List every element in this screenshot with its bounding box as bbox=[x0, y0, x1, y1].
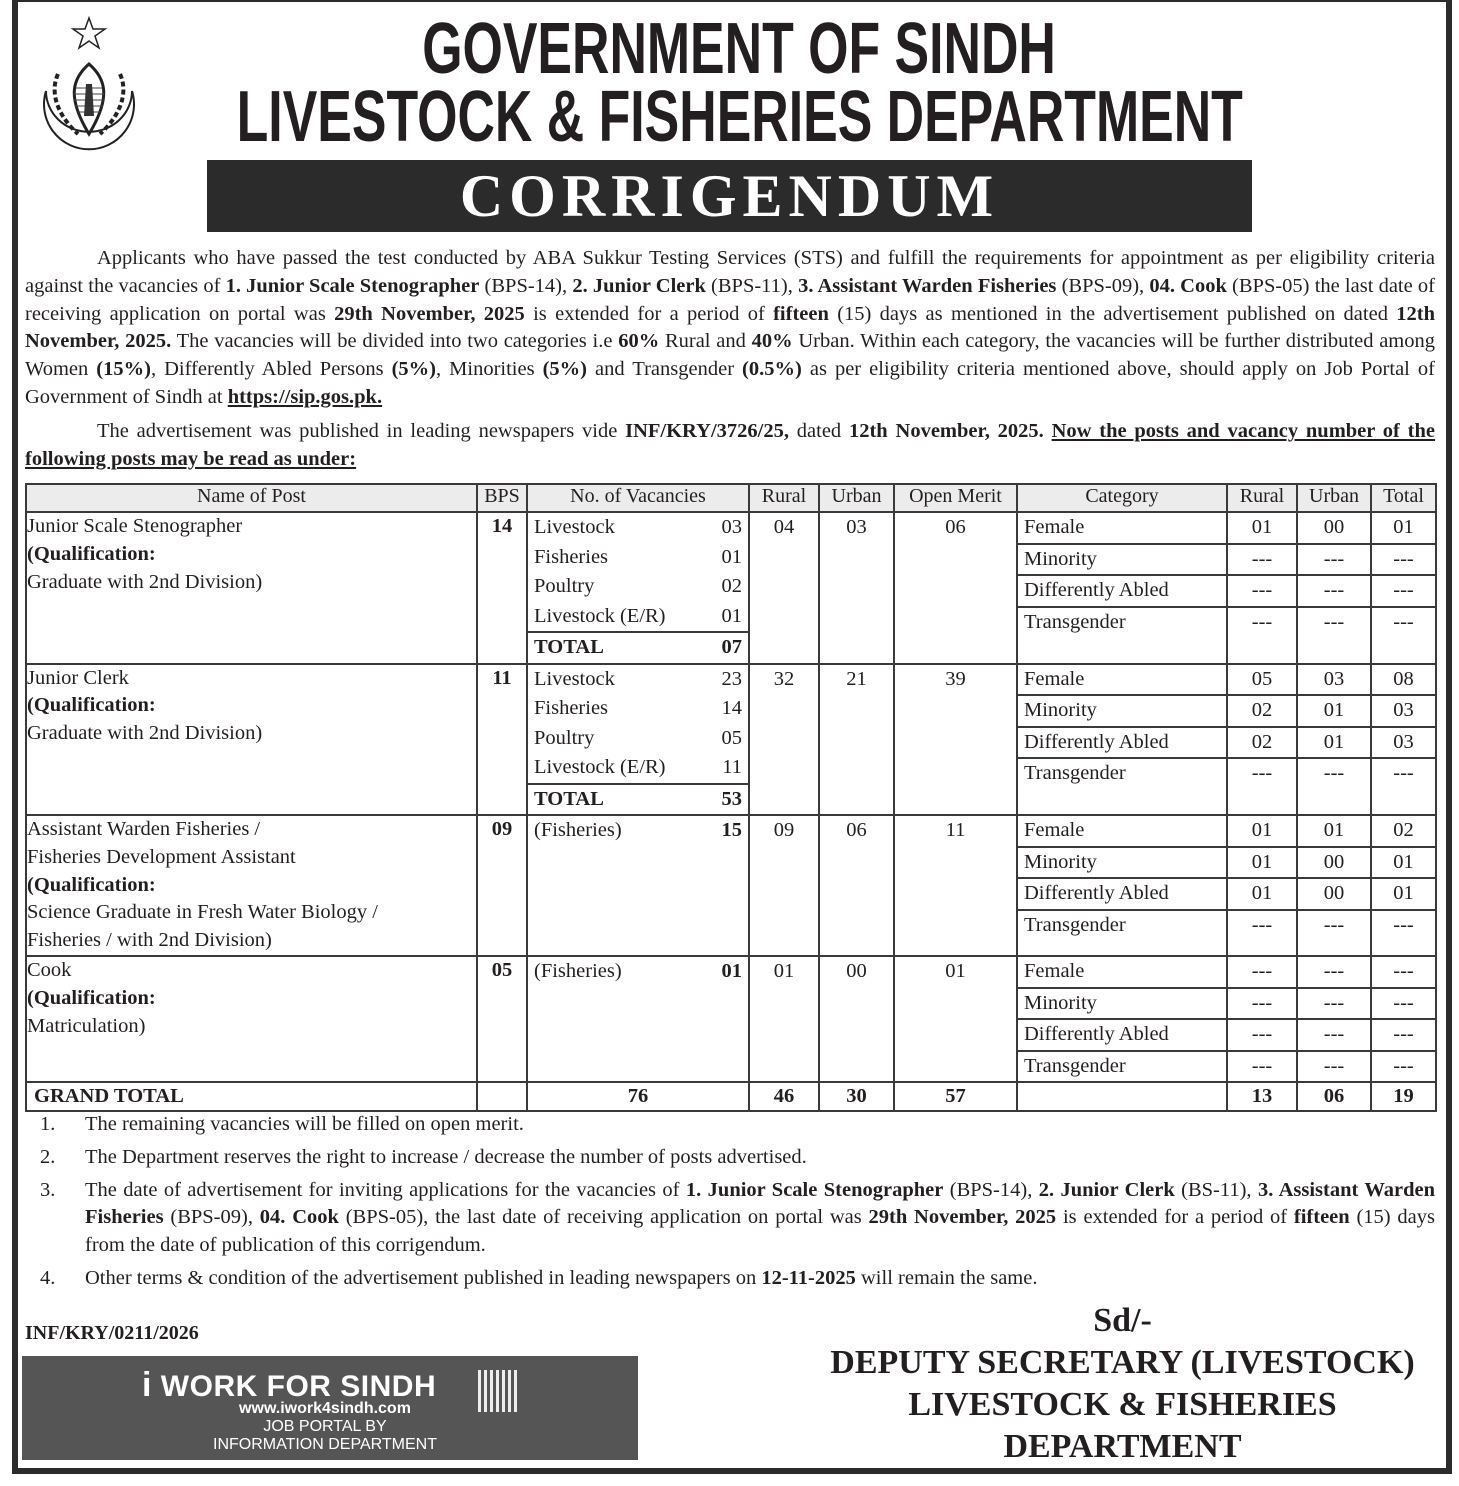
category-value: --- bbox=[1298, 989, 1370, 1021]
open-merit-value: 11 bbox=[945, 819, 966, 841]
category-value: --- bbox=[1251, 762, 1273, 784]
vacancy-unit: Livestock bbox=[534, 516, 615, 538]
total-label: TOTAL bbox=[534, 787, 604, 810]
note-text bbox=[85, 1265, 1435, 1293]
category-value: 03 bbox=[1372, 696, 1435, 728]
text-run: as per eligibility criteria mentioned above, should apply on Job Portal of Government of Sindh at bbox=[25, 358, 1435, 408]
category-rural-cell bbox=[1227, 815, 1297, 956]
text-run: is extended for a period of bbox=[524, 302, 774, 325]
category-value: 01 bbox=[1228, 513, 1296, 545]
vacancy-count: 01 bbox=[721, 545, 742, 568]
column-header: Open Merit bbox=[894, 484, 1017, 512]
vacancy-count: 14 bbox=[721, 697, 742, 719]
table-row bbox=[26, 664, 1436, 816]
category-urban-cell bbox=[1297, 815, 1371, 956]
grand-total-cell: 46 bbox=[749, 1082, 819, 1111]
category-value: --- bbox=[1323, 1054, 1345, 1077]
vacancy-count: 01 bbox=[721, 604, 742, 627]
open-merit-cell bbox=[894, 664, 1017, 816]
text-run: 3. Assistant Warden Fisheries bbox=[798, 274, 1057, 297]
vacancy-row bbox=[528, 957, 748, 987]
category-value: Transgender bbox=[1024, 762, 1126, 784]
category-value: Transgender bbox=[1024, 1054, 1126, 1077]
vacancy-count: 01 bbox=[721, 960, 742, 982]
text-run: The remaining vacancies will be filled on open merit. bbox=[85, 1113, 524, 1135]
grand-total-cell: 13 bbox=[1227, 1082, 1297, 1111]
category-value: --- bbox=[1372, 576, 1435, 608]
category-value: Differently Abled bbox=[1018, 1020, 1226, 1052]
text-run: The Department reserves the right to increase / decrease the number of posts advertised. bbox=[85, 1145, 807, 1168]
category-value: 01 bbox=[1298, 816, 1370, 848]
text-run: 04. Cook bbox=[1149, 274, 1227, 297]
corrigendum-banner: CORRIGENDUM bbox=[207, 160, 1252, 232]
urban-value: 06 bbox=[846, 819, 867, 841]
category-total-cell bbox=[1371, 815, 1436, 956]
category-value: Transgender bbox=[1024, 913, 1126, 936]
vacancy-unit: Livestock bbox=[534, 667, 615, 690]
table-row bbox=[26, 512, 1436, 664]
vacancy-row bbox=[528, 602, 748, 632]
iwork-for-sindh-banner bbox=[22, 1356, 638, 1460]
text-run: (BPS-14), bbox=[943, 1178, 1039, 1201]
grand-total-cell: 57 bbox=[894, 1082, 1017, 1111]
vacancies-cell bbox=[527, 664, 749, 816]
i-logo-icon: i bbox=[142, 1366, 152, 1404]
text-run: (BPS-05) the last date of receiving application on portal was bbox=[25, 274, 1435, 325]
note-number: 1. bbox=[40, 1113, 56, 1135]
text-run: Rural and bbox=[659, 330, 752, 353]
category-value: Minority bbox=[1018, 545, 1226, 577]
note-item bbox=[40, 1177, 1435, 1260]
text-run: 3. Assistant Warden Fisheries bbox=[85, 1178, 1435, 1229]
urban-value: 03 bbox=[846, 516, 867, 538]
post-name-cell bbox=[26, 956, 477, 1082]
open-merit-cell bbox=[894, 512, 1017, 664]
post-name-line: Assistant Warden Fisheries / bbox=[27, 818, 261, 840]
text-run: 1. Junior Scale Stenographer bbox=[685, 1178, 944, 1201]
note-number: 4. bbox=[40, 1266, 56, 1289]
text-run: (5%) bbox=[391, 358, 437, 381]
category-value: Female bbox=[1018, 513, 1226, 545]
urban-cell bbox=[819, 512, 894, 664]
text-run: (BPS-14), bbox=[479, 274, 573, 297]
category-value: 05 bbox=[1228, 665, 1296, 697]
note-item bbox=[40, 1265, 1435, 1293]
vacancy-count: 23 bbox=[721, 667, 742, 690]
column-header: No. of Vacancies bbox=[527, 484, 749, 512]
text-run: 2. Junior Clerk bbox=[572, 274, 706, 297]
note-text bbox=[85, 1111, 1435, 1139]
heading-department: LIVESTOCK & FISHERIES DEPARTMENT bbox=[236, 77, 1243, 157]
vacancies-cell bbox=[527, 512, 749, 664]
text-run: 12-11-2025 bbox=[761, 1266, 856, 1289]
category-total-cell bbox=[1371, 512, 1436, 664]
category-value: --- bbox=[1228, 576, 1296, 608]
category-value: Female bbox=[1018, 816, 1226, 848]
note-text bbox=[85, 1177, 1435, 1260]
category-rural-cell bbox=[1227, 664, 1297, 816]
vacancy-unit: Livestock (E/R) bbox=[534, 604, 666, 627]
urban-cell bbox=[819, 815, 894, 956]
open-merit-value: 06 bbox=[945, 516, 966, 538]
category-value: --- bbox=[1393, 913, 1414, 936]
column-header: Rural bbox=[749, 484, 819, 512]
text-run: INF/KRY/3726/25, bbox=[625, 420, 789, 442]
vacancy-count: 05 bbox=[721, 726, 742, 749]
post-name-line: Junior Scale Stenographer bbox=[27, 515, 243, 537]
category-value: 02 bbox=[1228, 696, 1296, 728]
category-value: 01 bbox=[1228, 879, 1296, 911]
post-name-line: Graduate with 2nd Division) bbox=[27, 570, 263, 593]
text-run: (BPS-05), the last date of receiving application on portal was bbox=[338, 1206, 869, 1229]
text-run bbox=[1044, 420, 1052, 442]
iwork-url[interactable]: www.iwork4sindh.com bbox=[239, 1400, 411, 1417]
urban-cell bbox=[819, 956, 894, 1082]
category-value: --- bbox=[1323, 762, 1345, 784]
vacancy-count: 03 bbox=[721, 516, 742, 538]
category-value: Transgender bbox=[1024, 610, 1126, 633]
vacancy-count: 02 bbox=[721, 575, 742, 597]
note-text bbox=[85, 1144, 1435, 1172]
vacancy-unit: Poultry bbox=[534, 575, 595, 597]
text-run: Now the posts and vacancy number of the following posts may be read as under: bbox=[25, 420, 1436, 470]
text-run: , Minorities bbox=[436, 358, 543, 381]
post-name-line: Junior Clerk bbox=[27, 666, 129, 689]
category-value: 01 bbox=[1298, 728, 1370, 760]
category-value: Female bbox=[1018, 665, 1226, 697]
rural-value: 01 bbox=[773, 960, 795, 982]
category-cell bbox=[1017, 815, 1227, 956]
heading-government: GOVERNMENT OF SINDH bbox=[422, 9, 1057, 89]
category-value: --- bbox=[1228, 957, 1296, 989]
vacancy-unit: Livestock (E/R) bbox=[534, 756, 666, 778]
post-name-line: (Qualification: bbox=[27, 694, 156, 717]
text-run: (BPS-09), bbox=[1056, 274, 1150, 297]
vacancy-row bbox=[528, 543, 748, 573]
text-run: fifteen bbox=[773, 302, 829, 325]
vacancy-row bbox=[528, 572, 748, 602]
open-merit-value: 39 bbox=[945, 667, 966, 690]
total-label: TOTAL bbox=[534, 636, 604, 658]
category-cell bbox=[1017, 512, 1227, 664]
grand-total-cell: 06 bbox=[1297, 1082, 1371, 1111]
vacancy-count: 11 bbox=[722, 756, 742, 778]
vacancy-unit: Fisheries bbox=[534, 697, 609, 719]
advertisement-paragraph bbox=[25, 418, 1435, 474]
department-subheading bbox=[10, 76, 1459, 158]
text-run: 2. Junior Clerk bbox=[1038, 1178, 1175, 1201]
category-cell bbox=[1017, 956, 1227, 1082]
bps-cell: 05 bbox=[477, 956, 527, 1082]
post-name-line: (Qualification: bbox=[27, 986, 156, 1009]
category-value: 01 bbox=[1228, 848, 1296, 880]
category-value: --- bbox=[1298, 576, 1370, 608]
text-run: 29th November, 2025 bbox=[868, 1206, 1057, 1229]
text-run: will remain the same. bbox=[855, 1266, 1038, 1289]
vacancy-row bbox=[528, 665, 748, 695]
category-value: --- bbox=[1298, 545, 1370, 577]
category-value: --- bbox=[1298, 957, 1370, 989]
category-value: 00 bbox=[1298, 513, 1370, 545]
text-run: Applicants who have passed the test conducted by ABA Sukkur Testing Services (STS) and fulfill the requirements for appointment as per eligibility criteria against the vacancies of bbox=[25, 247, 1435, 297]
category-value: --- bbox=[1372, 1020, 1435, 1052]
category-value: --- bbox=[1228, 1020, 1296, 1052]
bps-cell: 09 bbox=[477, 815, 527, 956]
table-header-row bbox=[26, 484, 1436, 512]
category-value: --- bbox=[1372, 989, 1435, 1021]
iwork-title: WORK FOR SINDH bbox=[160, 1370, 437, 1403]
bps-cell: 14 bbox=[477, 512, 527, 664]
column-header: BPS bbox=[477, 484, 527, 512]
vacancy-row bbox=[528, 513, 748, 543]
post-name-line: (Qualification: bbox=[27, 873, 156, 896]
category-value: 01 bbox=[1298, 696, 1370, 728]
category-value: 02 bbox=[1372, 816, 1435, 848]
rural-cell bbox=[749, 956, 819, 1082]
table-row bbox=[26, 956, 1436, 1082]
category-urban-cell bbox=[1297, 956, 1371, 1082]
column-header: Urban bbox=[1297, 484, 1371, 512]
vacancy-unit: (Fisheries) bbox=[534, 819, 622, 841]
text-run: (15) days as mentioned in the advertisement published on dated bbox=[828, 302, 1397, 325]
category-value: --- bbox=[1372, 545, 1435, 577]
category-value: 00 bbox=[1298, 848, 1370, 880]
text-run: The date of advertisement for inviting applications for the vacancies of bbox=[85, 1178, 686, 1201]
category-value: --- bbox=[1323, 610, 1345, 633]
text-run: (BS-11), bbox=[1174, 1178, 1258, 1201]
post-name-cell bbox=[26, 815, 477, 956]
category-value: 00 bbox=[1298, 879, 1370, 911]
text-run: 04. Cook bbox=[259, 1206, 339, 1229]
text-run: (15%) bbox=[96, 358, 151, 381]
category-value: Minority bbox=[1018, 696, 1226, 728]
vacancy-unit: (Fisheries) bbox=[534, 960, 622, 982]
text-run: and Transgender bbox=[587, 358, 743, 381]
rural-cell bbox=[749, 815, 819, 956]
category-value: --- bbox=[1323, 913, 1345, 936]
urban-value: 21 bbox=[846, 667, 867, 690]
text-run: fifteen bbox=[1293, 1206, 1350, 1229]
qr-code-icon[interactable] bbox=[478, 1370, 520, 1412]
bps-cell: 11 bbox=[477, 664, 527, 816]
category-value: 03 bbox=[1372, 728, 1435, 760]
post-name-line: (Qualification: bbox=[27, 542, 156, 565]
category-rural-cell bbox=[1227, 512, 1297, 664]
vacancy-table bbox=[25, 483, 1437, 1112]
category-value: 02 bbox=[1228, 728, 1296, 760]
category-cell bbox=[1017, 664, 1227, 816]
category-rural-cell bbox=[1227, 956, 1297, 1082]
total-count: 53 bbox=[721, 787, 742, 810]
note-item bbox=[40, 1111, 1435, 1139]
vacancy-row bbox=[528, 753, 748, 783]
post-name-line: Cook bbox=[27, 959, 72, 981]
column-header: Name of Post bbox=[26, 484, 477, 512]
grand-total-row bbox=[26, 1082, 1436, 1111]
category-value: 01 bbox=[1372, 513, 1435, 545]
category-total-cell bbox=[1371, 664, 1436, 816]
text-run: (5%) bbox=[542, 358, 588, 381]
urban-cell bbox=[819, 664, 894, 816]
text-run: is extended for a period of bbox=[1056, 1206, 1294, 1229]
grand-total-cell: GRAND TOTAL bbox=[26, 1082, 477, 1111]
rural-value: 09 bbox=[773, 819, 795, 841]
notes-list bbox=[40, 1111, 1435, 1298]
column-header: Rural bbox=[1227, 484, 1297, 512]
text-run: 29th November, 2025 bbox=[334, 302, 525, 325]
category-urban-cell bbox=[1297, 664, 1371, 816]
note-number: 3. bbox=[40, 1178, 56, 1201]
category-value: --- bbox=[1393, 1054, 1414, 1077]
column-header: Urban bbox=[819, 484, 894, 512]
note-number: 2. bbox=[40, 1145, 56, 1168]
category-value: 03 bbox=[1298, 665, 1370, 697]
signatory-department-cont: DEPARTMENT bbox=[1003, 1428, 1242, 1465]
category-value: Minority bbox=[1018, 848, 1226, 880]
signatory-department: LIVESTOCK & FISHERIES bbox=[908, 1386, 1337, 1423]
signature-block bbox=[800, 1300, 1445, 1468]
post-name-line: Graduate with 2nd Division) bbox=[27, 722, 263, 745]
iwork-caption-line2: INFORMATION DEPARTMENT bbox=[213, 1436, 437, 1453]
column-header: Category bbox=[1017, 484, 1227, 512]
grand-total-cell bbox=[477, 1082, 527, 1111]
vacancies-cell bbox=[527, 815, 749, 956]
total-count: 07 bbox=[721, 636, 742, 658]
category-value: --- bbox=[1228, 545, 1296, 577]
table-row bbox=[26, 815, 1436, 956]
text-run: (BPS-09), bbox=[163, 1206, 260, 1229]
text-run: 12th November, 2025. bbox=[848, 420, 1044, 442]
urban-value: 00 bbox=[846, 960, 867, 982]
iwork-caption bbox=[22, 1418, 638, 1454]
vacancy-unit: Fisheries bbox=[534, 545, 609, 568]
category-value: 01 bbox=[1228, 816, 1296, 848]
category-value: --- bbox=[1393, 610, 1414, 633]
category-value: Differently Abled bbox=[1018, 728, 1226, 760]
category-value: 08 bbox=[1372, 665, 1435, 697]
post-name-line: Science Graduate in Fresh Water Biology / bbox=[27, 901, 378, 924]
iwork-caption-line1: JOB PORTAL BY bbox=[263, 1418, 387, 1435]
category-total-cell bbox=[1371, 956, 1436, 1082]
vacancy-row bbox=[528, 694, 748, 724]
text-run: The vacancies will be divided into two categories i.e bbox=[171, 330, 619, 353]
open-merit-cell bbox=[894, 956, 1017, 1082]
grand-total-cell: 76 bbox=[527, 1082, 749, 1111]
grand-total-cell: 30 bbox=[819, 1082, 894, 1111]
text-run: https://sip.gos.pk. bbox=[227, 385, 383, 408]
text-run: The advertisement was published in leading newspapers vide bbox=[97, 420, 626, 442]
post-name-line: Matriculation) bbox=[27, 1014, 146, 1037]
category-value: --- bbox=[1251, 610, 1273, 633]
vacancy-total-row bbox=[528, 783, 748, 815]
post-name-line: Fisheries Development Assistant bbox=[27, 845, 296, 868]
post-name-cell bbox=[26, 664, 477, 816]
vacancy-unit: Poultry bbox=[534, 726, 595, 749]
vacancy-row bbox=[528, 816, 748, 846]
category-value: Minority bbox=[1018, 989, 1226, 1021]
category-value: Differently Abled bbox=[1018, 879, 1226, 911]
grand-total-cell: 19 bbox=[1371, 1082, 1436, 1111]
category-value: --- bbox=[1393, 762, 1414, 784]
category-value: --- bbox=[1251, 913, 1273, 936]
text-run: (0.5%) bbox=[742, 358, 802, 381]
text-run: 40% bbox=[751, 330, 793, 353]
grand-total-cell bbox=[1017, 1082, 1227, 1111]
text-run: (15) days from the date of publication of this corrigendum. bbox=[85, 1206, 1435, 1257]
reference-number: INF/KRY/0211/2026 bbox=[25, 1322, 199, 1344]
category-value: Female bbox=[1018, 957, 1226, 989]
vacancy-total-row bbox=[528, 631, 748, 663]
category-value: --- bbox=[1251, 1054, 1273, 1077]
category-value: --- bbox=[1298, 1020, 1370, 1052]
category-value: Differently Abled bbox=[1018, 576, 1226, 608]
vacancy-count: 15 bbox=[721, 819, 742, 841]
note-item bbox=[40, 1144, 1435, 1172]
intro-paragraph bbox=[25, 245, 1435, 412]
text-run: 12th November, 2025. bbox=[25, 302, 1435, 353]
category-value: 01 bbox=[1372, 879, 1435, 911]
text-run: (BPS-11), bbox=[705, 274, 799, 297]
rural-cell bbox=[749, 664, 819, 816]
category-value: --- bbox=[1228, 989, 1296, 1021]
category-value: 01 bbox=[1372, 848, 1435, 880]
rural-cell bbox=[749, 512, 819, 664]
text-run: Urban. Within each category, the vacancies will be further distributed among Women bbox=[25, 330, 1435, 381]
text-run: dated bbox=[788, 420, 849, 442]
signatory-title: DEPUTY SECRETARY (LIVESTOCK) bbox=[830, 1344, 1415, 1381]
text-run: Other terms & condition of the advertisement published in leading newspapers on bbox=[85, 1266, 762, 1289]
text-run: 1. Junior Scale Stenographer bbox=[225, 274, 480, 297]
vacancy-row bbox=[528, 724, 748, 754]
signature-sd: Sd/- bbox=[1093, 1302, 1152, 1339]
open-merit-cell bbox=[894, 815, 1017, 956]
text-run: , Differently Abled Persons bbox=[150, 358, 392, 381]
post-name-line: Fisheries / with 2nd Division) bbox=[27, 929, 272, 952]
open-merit-value: 01 bbox=[945, 960, 966, 982]
rural-value: 04 bbox=[773, 516, 795, 538]
post-name-cell bbox=[26, 512, 477, 664]
text-run: 60% bbox=[618, 330, 660, 353]
rural-value: 32 bbox=[773, 667, 795, 690]
category-urban-cell bbox=[1297, 512, 1371, 664]
column-header: Total bbox=[1371, 484, 1436, 512]
vacancies-cell bbox=[527, 956, 749, 1082]
category-value: --- bbox=[1372, 957, 1435, 989]
